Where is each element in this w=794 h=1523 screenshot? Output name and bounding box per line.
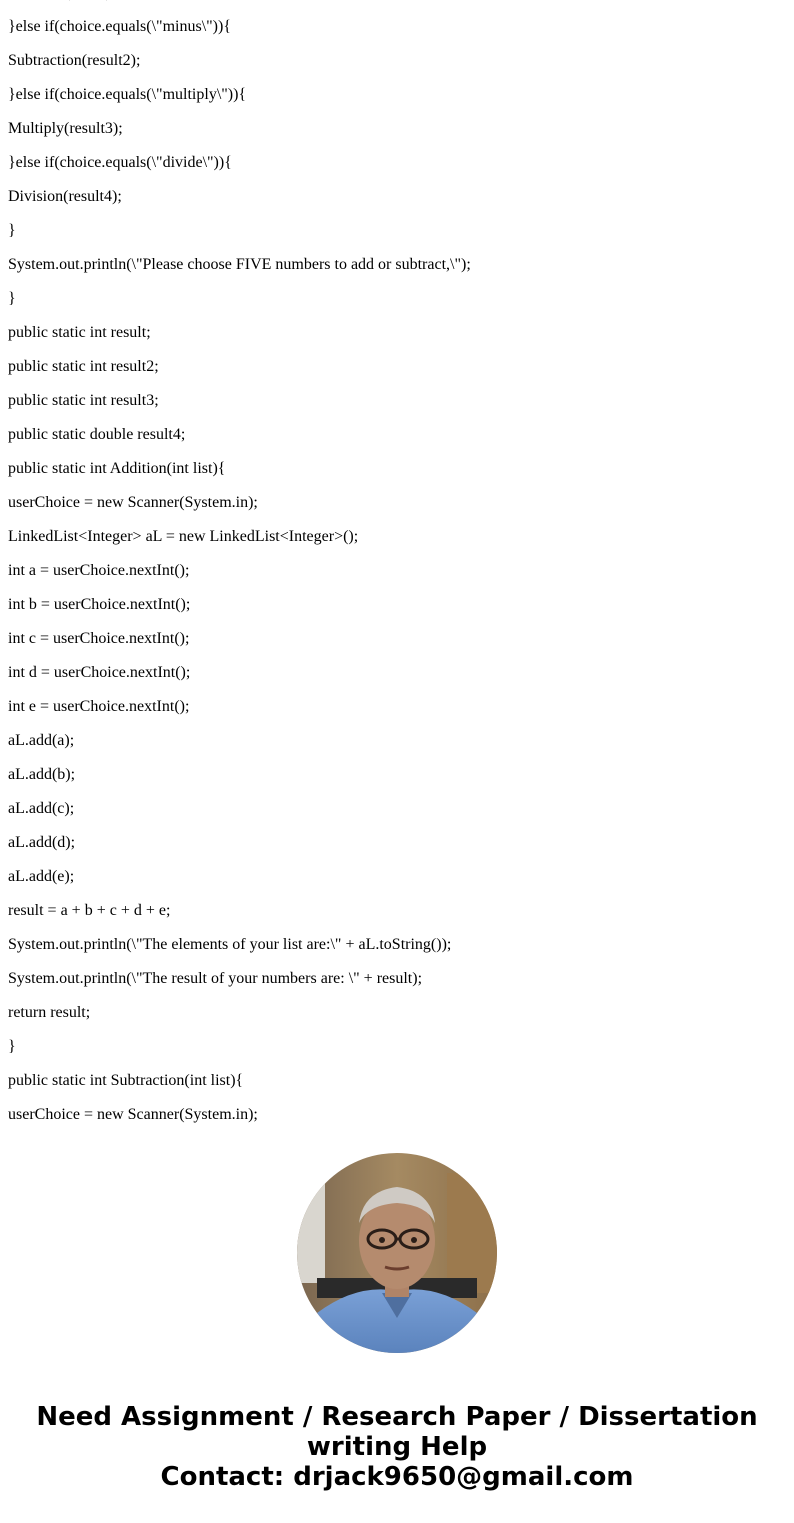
code-line: aL.add(b); <box>8 766 76 783</box>
code-line: aL.add(e); <box>8 868 75 885</box>
code-line: } <box>8 1038 16 1055</box>
code-line: int a = userChoice.nextInt(); <box>8 562 190 579</box>
promo-line-3: Contact: drjack9650@gmail.com <box>160 1462 634 1492</box>
code-line: public static int Addition(int list){ <box>8 460 226 477</box>
code-listing <box>8 0 788 1132</box>
code-line: aL.add(a); <box>8 732 75 749</box>
code-line: int d = userChoice.nextInt(); <box>8 664 191 681</box>
code-line: aL.add(d); <box>8 834 76 851</box>
code-line: Subtraction(result2); <box>8 52 141 69</box>
code-line: }else if(choice.equals(\"divide\")){ <box>8 154 232 171</box>
code-line: LinkedList<Integer> aL = new LinkedList<Integer>(); <box>8 528 359 545</box>
code-line: Multiply(result3); <box>8 120 123 137</box>
code-line: public static int result2; <box>8 358 159 375</box>
code-line: }else if(choice.equals(\"minus\")){ <box>8 18 232 35</box>
code-line: int b = userChoice.nextInt(); <box>8 596 191 613</box>
promo-line-2: writing Help <box>306 1432 488 1462</box>
code-line: } <box>8 290 16 307</box>
code-line: int c = userChoice.nextInt(); <box>8 630 190 647</box>
author-avatar <box>297 1153 497 1353</box>
code-line: public static double result4; <box>8 426 186 443</box>
code-line: userChoice = new Scanner(System.in); <box>8 494 258 511</box>
code-line <box>8 0 788 10</box>
code-line: public static int result3; <box>8 392 159 409</box>
code-line: public static int result; <box>8 324 151 341</box>
code-line: result = a + b + c + d + e; <box>8 902 171 919</box>
code-line: } <box>8 222 16 239</box>
portrait-image <box>297 1153 497 1353</box>
code-line: int e = userChoice.nextInt(); <box>8 698 190 715</box>
promo-line-1: Need Assignment / Research Paper / Dissertation <box>36 1402 758 1432</box>
code-line: System.out.println(\"Please choose FIVE numbers to add or subtract,\"); <box>8 256 471 273</box>
code-line: userChoice = new Scanner(System.in); <box>8 1106 258 1123</box>
code-line: Division(result4); <box>8 188 122 205</box>
code-line: System.out.println(\"The elements of your list are:\" + aL.toString()); <box>8 936 452 953</box>
code-line: System.out.println(\"The result of your numbers are: \" + result); <box>8 970 423 987</box>
code-line: }else if(choice.equals(\"multiply\")){ <box>8 86 247 103</box>
promo-banner <box>0 1402 794 1492</box>
code-line: aL.add(c); <box>8 800 75 817</box>
code-line: return result; <box>8 1004 91 1021</box>
code-line: public static int Subtraction(int list){ <box>8 1072 244 1089</box>
